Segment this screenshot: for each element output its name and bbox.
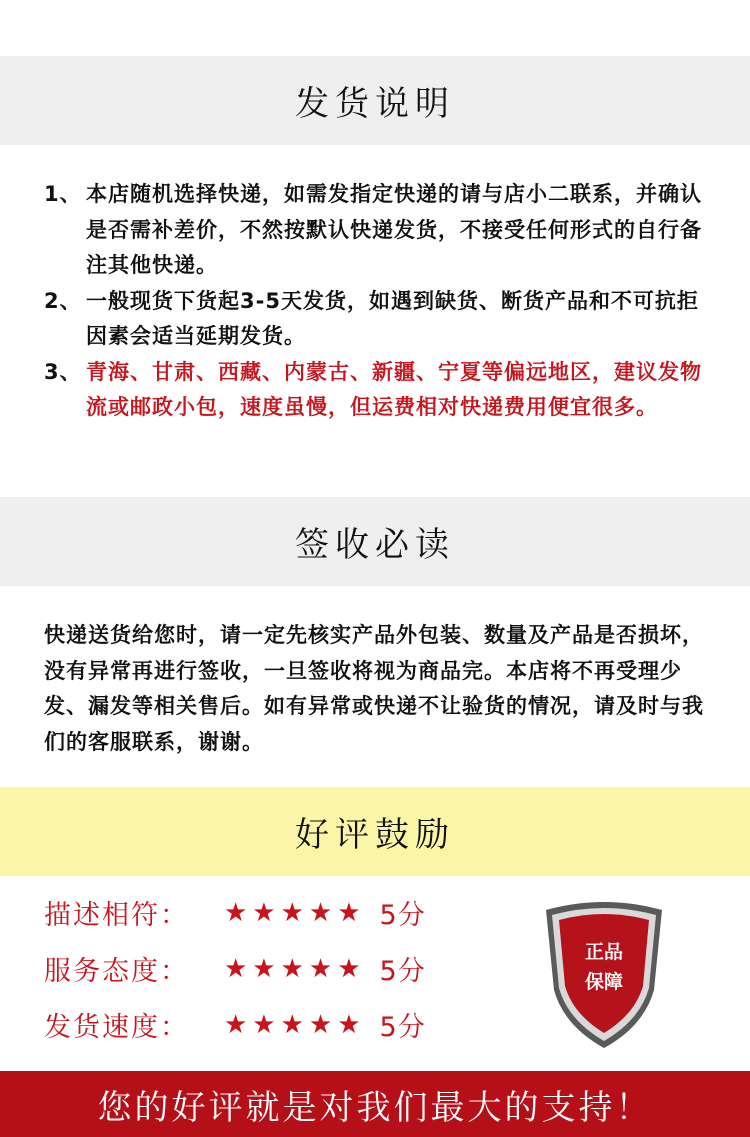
signing-title: 签收必读 <box>295 525 455 565</box>
star-rating: ★★★★★ <box>224 1009 366 1040</box>
item-number: 1、 <box>44 182 82 206</box>
rating-label: 服务态度： <box>44 956 189 987</box>
review-header <box>0 787 750 876</box>
shipping-header <box>0 56 750 145</box>
star-rating: ★★★★★ <box>224 953 366 984</box>
shipping-title: 发货说明 <box>295 84 455 124</box>
shield-icon <box>540 898 668 1050</box>
rating-score: 5分 <box>379 1012 426 1043</box>
shipping-item-1 <box>44 177 712 284</box>
shipping-item-3 <box>44 355 712 426</box>
shipping-list <box>44 177 712 426</box>
star-rating: ★★★★★ <box>224 897 366 928</box>
item-number: 3、 <box>44 359 82 384</box>
item-number: 2、 <box>44 288 82 313</box>
rating-row-description <box>44 893 426 932</box>
footer-text: 您的好评就是对我们最大的支持！ <box>97 1087 653 1128</box>
item-text: 一般现货下货起3-5天发货，如遇到缺货、断货产品和不可抗拒因素会适当延期发货。 <box>86 288 699 348</box>
badge-line-2: 保障 <box>584 971 624 993</box>
badge-line-1: 正品 <box>584 941 624 963</box>
review-title: 好评鼓励 <box>295 815 455 855</box>
rating-label: 发货速度： <box>44 1012 189 1043</box>
rating-row-shipping-speed <box>44 1005 426 1044</box>
rating-label: 描述相符： <box>44 900 189 931</box>
signing-header <box>0 497 750 586</box>
shipping-item-2 <box>44 284 712 355</box>
rating-score: 5分 <box>379 956 426 987</box>
footer-banner <box>0 1071 750 1137</box>
signing-text: 快递送货给您时，请一定先核实产品外包装、数量及产品是否损坏，没有异常再进行签收，一旦签收将视为商品完。本店将不再受理少发、漏发等相关售后。如有异常或快递不让验货的情况，请及时与我们的客服联系，谢谢。 <box>44 623 704 754</box>
rating-row-service <box>44 949 426 988</box>
item-text: 本店随机选择快递，如需发指定快递的请与店小二联系，并确认是否需补差价，不然按默认快递发货，不接受任何形式的自行备注其他快递。 <box>86 182 702 277</box>
item-text: 青海、甘肃、西藏、内蒙古、新疆、宁夏等偏远地区，建议发物流或邮政小包，速度虽慢，但运费相对快递费用便宜很多。 <box>86 359 702 419</box>
rating-score: 5分 <box>379 900 426 931</box>
